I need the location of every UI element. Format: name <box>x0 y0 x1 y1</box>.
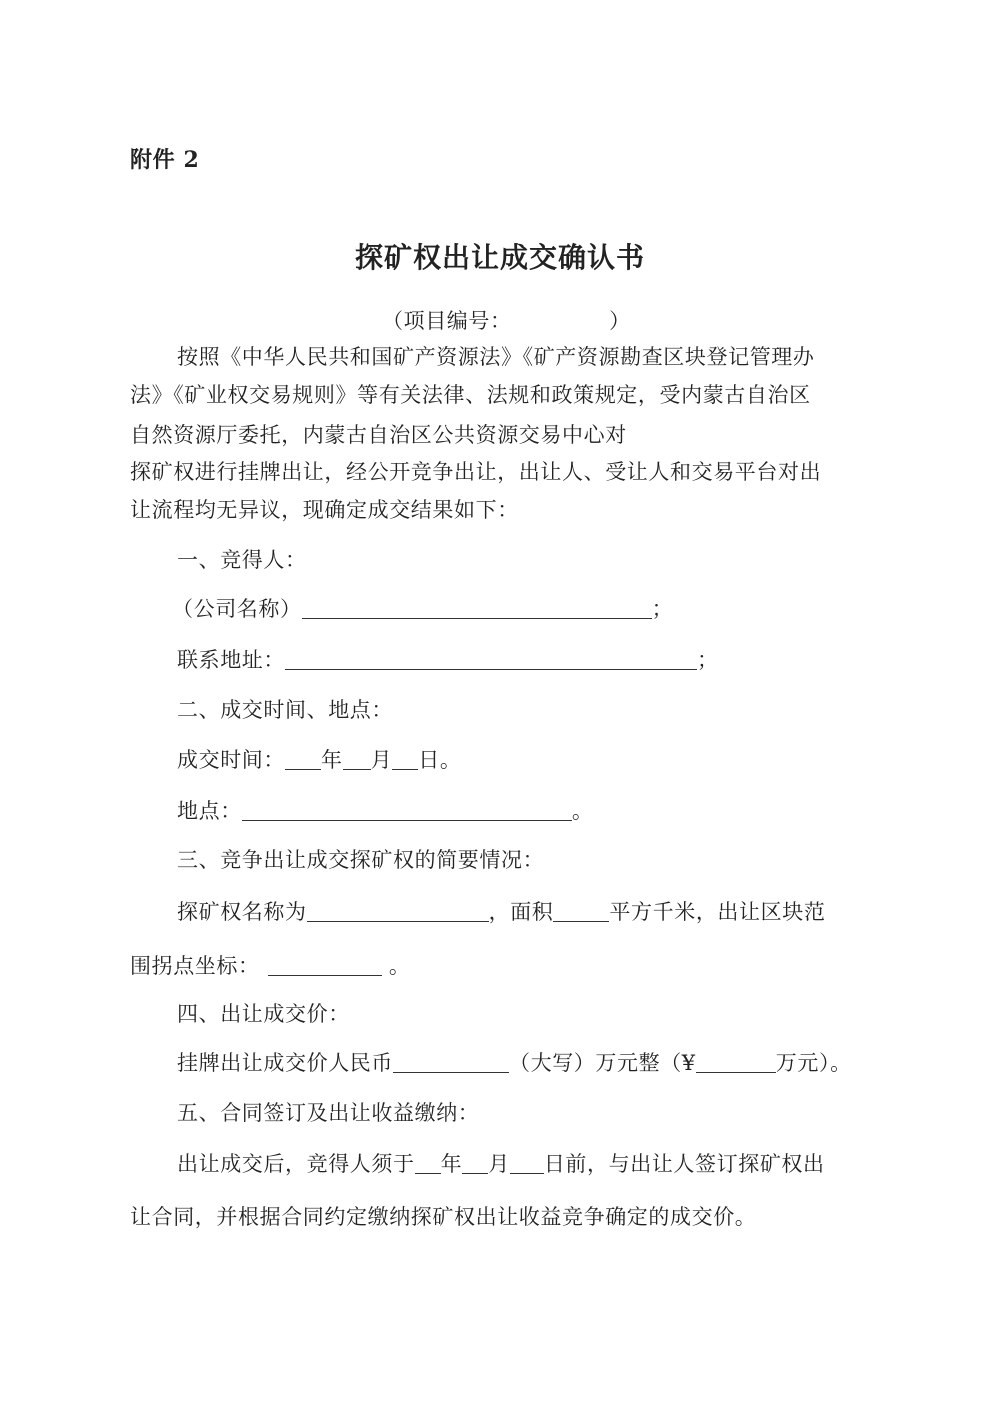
price-mid: （大写）万元整（¥ <box>509 1051 696 1075</box>
intro-line: 法》《矿业权交易规则》等有关法律、法规和政策规定，受内蒙古自治区 <box>130 383 811 407</box>
address-label: 联系地址： <box>177 648 285 672</box>
name-label: 探矿权名称为 <box>177 900 307 924</box>
contract-year-field[interactable] <box>415 1153 441 1174</box>
area-label: ，面积 <box>488 900 554 924</box>
contract-text: 日前，与出让人签订探矿权出 <box>543 1152 825 1176</box>
punct: 。 <box>571 799 594 823</box>
coordinates-field[interactable] <box>268 955 382 976</box>
month-label: 月 <box>488 1152 510 1176</box>
intro-line: 按照《中华人民共和国矿产资源法》《矿产资源勘查区块登记管理办 <box>177 345 815 369</box>
intro-line: 让流程均无异议，现确定成交结果如下： <box>130 498 519 522</box>
section-4-heading: 四、出让成交价： <box>177 1002 350 1026</box>
year-label: 年 <box>440 1152 463 1176</box>
day-field[interactable] <box>392 749 418 770</box>
price-number-field[interactable] <box>696 1052 776 1073</box>
address-line <box>177 646 719 674</box>
price-label: 挂牌出让成交价人民币 <box>177 1051 393 1075</box>
coord-line <box>130 952 411 980</box>
company-label: （公司名称） <box>172 597 302 621</box>
year-field[interactable] <box>285 749 321 770</box>
attachment-label: 附件 2 <box>130 147 200 173</box>
address-field[interactable] <box>285 649 697 670</box>
contract-line-2: 让合同，并根据合同约定缴纳探矿权出让收益竞争确定的成交价。 <box>130 1205 757 1229</box>
mining-name-line <box>177 898 825 926</box>
time-label: 成交时间： <box>177 748 285 772</box>
intro-line: 自然资源厅委托，内蒙古自治区公共资源交易中心对 <box>130 423 627 447</box>
price-end: 万元）。 <box>775 1051 852 1075</box>
punct: ； <box>697 648 719 672</box>
area-field[interactable] <box>553 901 609 922</box>
company-line <box>172 595 673 623</box>
year-label: 年 <box>321 748 343 772</box>
area-unit: 平方千米，出让区块范 <box>609 900 826 924</box>
month-field[interactable] <box>343 749 371 770</box>
punct: ； <box>651 597 674 621</box>
month-label: 月 <box>370 748 393 772</box>
section-1-heading: 一、竞得人： <box>177 548 307 572</box>
section-5-heading: 五、合同签订及出让收益缴纳： <box>177 1101 480 1125</box>
place-line <box>177 797 593 825</box>
intro-line: 探矿权进行挂牌出让，经公开竞争出让，出让人、受让人和交易平台对出 <box>130 460 822 484</box>
contract-day-field[interactable] <box>510 1153 544 1174</box>
time-line <box>177 746 461 774</box>
company-name-field[interactable] <box>302 598 652 619</box>
mining-right-name-field[interactable] <box>307 901 489 922</box>
punct: 。 <box>381 954 411 978</box>
contract-text: 出让成交后，竞得人须于 <box>177 1152 415 1176</box>
coord-label: 围拐点坐标： <box>130 954 260 978</box>
price-words-field[interactable] <box>393 1052 509 1073</box>
price-line <box>177 1049 852 1077</box>
contract-line <box>177 1150 825 1178</box>
place-field[interactable] <box>242 800 572 821</box>
document-title: 探矿权出让成交确认书 <box>354 241 645 274</box>
project-number: （项目编号： ） <box>382 309 631 333</box>
place-label: 地点： <box>177 799 242 823</box>
section-3-heading: 三、竞争出让成交探矿权的简要情况： <box>177 848 545 872</box>
day-label: 日。 <box>418 748 462 772</box>
section-2-heading: 二、成交时间、地点： <box>177 698 393 722</box>
contract-month-field[interactable] <box>462 1153 488 1174</box>
